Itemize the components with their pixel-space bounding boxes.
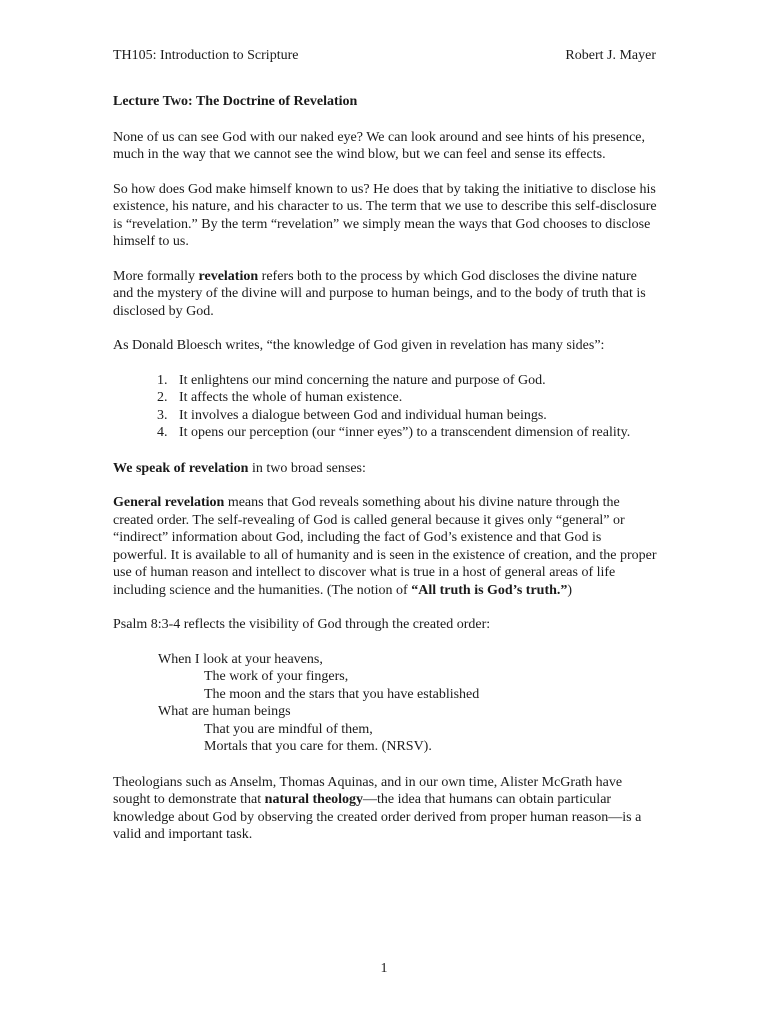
bold-phrase: We speak of revelation [113, 460, 249, 476]
psalm-line: The moon and the stars that you have established [204, 686, 480, 702]
psalm-line: When I look at your heavens, [158, 651, 323, 667]
psalm-line: Mortals that you care for them. (NRSV). [204, 739, 432, 754]
paragraph-text: Theologians such as Anselm, Thomas Aquinas, and in our own time, Alister McGrath have sought to demonstrate that [113, 774, 623, 807]
bold-quote: “All truth is God’s truth.” [411, 582, 568, 598]
author-name: Robert J. Mayer [565, 48, 656, 63]
paragraph-text: —the idea that humans can obtain particular knowledge about God by observing the created order derived from proper human reason—is a valid and important task. [113, 792, 642, 842]
paragraph-text: means that God reveals something about his divine nature through the created order. The self-revealing of God is called general because it gives only “general” or “indirect” information about God, including the fact of God’s existence and that God is powerful. It is available to all of humanity and is seen in the existence of creation, and the proper use of human reason and intellect to discover what is true in a host of general areas of life including science and the humanities. (The notion of [113, 495, 657, 598]
paragraph-intro: None of us can see God with our naked eye? We can look around and see hints of his presence, much in the way that we cannot see the wind blow, but we can feel and sense its effects. [113, 129, 645, 162]
psalm-line: That you are mindful of them, [204, 721, 373, 737]
paragraph-self-disclosure: So how does God make himself known to us? He does that by taking the initiative to disclose his existence, his nature, and his character to us. The term that we use to describe this self-disclosure is “revelation.” By the term “revelation” we simply mean the ways that God chooses to disclose himself to us. [113, 181, 657, 249]
list-item [157, 372, 658, 390]
list-item [157, 389, 658, 407]
paragraph-text: ) [567, 582, 573, 598]
lecture-title: Lecture Two: The Doctrine of Revelation [113, 94, 358, 109]
paragraph-formal-definition [113, 268, 658, 321]
list-item [157, 424, 658, 442]
paragraph-two-senses [113, 460, 658, 478]
paragraph-text: refers both to the process by which God discloses the divine nature and the mystery of the divine will and purpose to human beings, and to the body of truth that is disclosed by God. [113, 268, 646, 319]
page-number: 1 [380, 961, 388, 976]
list-item-text: It enlightens our mind concerning the nature and purpose of God. [179, 372, 546, 388]
page-header [113, 47, 656, 65]
paragraph-general-revelation [113, 494, 658, 599]
paragraph-text: More formally [113, 268, 199, 284]
bold-term-natural-theology: natural theology [264, 792, 364, 807]
list-item [157, 407, 658, 425]
paragraph-bloesch: As Donald Bloesch writes, “the knowledge of God given in revelation has many sides”: [113, 338, 605, 353]
list-item-text: It affects the whole of human existence. [179, 390, 403, 405]
psalm-line: The work of your fingers, [204, 669, 349, 684]
paragraph-text: in two broad senses: [248, 460, 366, 476]
paragraph-natural-theology [113, 774, 658, 844]
psalm-quote [158, 651, 658, 756]
psalm-line: What are human beings [158, 704, 291, 719]
list-number: 1. [157, 372, 168, 388]
bold-term-revelation: revelation [198, 268, 259, 284]
bold-term-general-revelation: General revelation [113, 495, 225, 510]
list-item-text: It involves a dialogue between God and individual human beings. [179, 407, 547, 423]
list-number: 2. [157, 390, 168, 405]
list-number: 3. [157, 407, 168, 423]
paragraph-psalm-intro: Psalm 8:3-4 reflects the visibility of God through the created order: [113, 617, 491, 632]
list-item-text: It opens our perception (our “inner eyes”) to a transcendent dimension of reality. [179, 425, 631, 440]
course-title: TH105: Introduction to Scripture [113, 48, 299, 63]
list-number: 4. [157, 425, 168, 440]
numbered-list [113, 372, 658, 442]
document-body [113, 93, 658, 861]
